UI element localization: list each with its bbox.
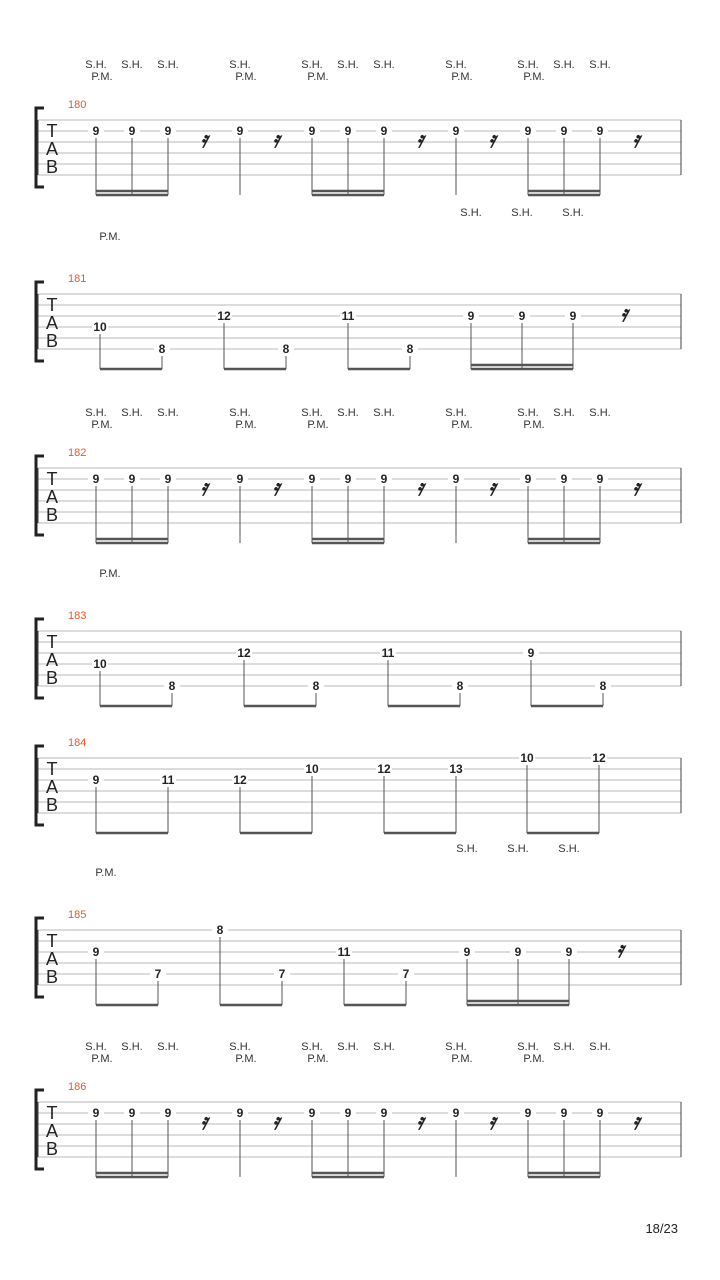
fret-number: 8 (282, 342, 290, 356)
tab-clef-letter: T (46, 759, 58, 779)
tab-clef-letter: T (46, 295, 58, 315)
fret-number: 9 (518, 309, 526, 323)
sixteenth-rest: 𝄿 (632, 1109, 640, 1135)
fret-number: 9 (344, 1106, 352, 1120)
sixteenth-rest: 𝄿 (272, 1109, 280, 1135)
tab-clef-letter: A (45, 313, 59, 333)
sh-label: S.H. (517, 1041, 539, 1053)
sixteenth-rest: 𝄿 (272, 475, 280, 501)
sixteenth-rest: 𝄿 (488, 127, 496, 153)
fret-number: 12 (592, 751, 606, 765)
sh-label: S.H. (445, 59, 467, 71)
pm-label: P.M. (523, 1053, 545, 1065)
fret-number: 9 (128, 1106, 136, 1120)
tab-clef-letter: B (45, 331, 59, 351)
measure-number: 186 (68, 1081, 87, 1093)
measure-number: 184 (68, 737, 87, 749)
sixteenth-rest: 𝄿 (616, 937, 624, 963)
sh-label: S.H. (157, 59, 179, 71)
sh-label: S.H. (157, 1041, 179, 1053)
fret-number: 9 (524, 124, 532, 138)
tab-clef-letter: A (45, 487, 59, 507)
pm-label: P.M. (99, 231, 121, 243)
sh-label: S.H. (445, 1041, 467, 1053)
pm-label: P.M. (91, 419, 113, 431)
fret-number: 9 (524, 1106, 532, 1120)
fret-number: 12 (233, 773, 247, 787)
sixteenth-rest: 𝄿 (416, 1109, 424, 1135)
fret-number: 9 (164, 472, 172, 486)
sh-label: S.H. (337, 1041, 359, 1053)
pm-label: P.M. (91, 1053, 113, 1065)
fret-number: 9 (514, 945, 522, 959)
fret-number: 9 (164, 124, 172, 138)
fret-number: 11 (337, 945, 351, 959)
sh-label: S.H. (517, 407, 539, 419)
fret-number: 8 (312, 679, 320, 693)
sh-label: S.H. (85, 407, 107, 419)
fret-number: 12 (237, 646, 251, 660)
fret-number: 7 (402, 967, 410, 981)
fret-number: 9 (524, 472, 532, 486)
tab-clef-letter: T (46, 931, 58, 951)
sh-label: S.H. (373, 1041, 395, 1053)
tab-clef-letter: A (45, 777, 59, 797)
sixteenth-rest: 𝄿 (416, 127, 424, 153)
sh-label: S.H. (553, 407, 575, 419)
sixteenth-rest: 𝄿 (632, 127, 640, 153)
fret-number: 9 (128, 124, 136, 138)
sh-label: S.H. (517, 59, 539, 71)
sh-label: S.H. (373, 407, 395, 419)
fret-number: 9 (308, 124, 316, 138)
sh-label: S.H. (301, 1041, 323, 1053)
fret-number: 9 (463, 945, 471, 959)
pm-label: P.M. (235, 1053, 257, 1065)
fret-number: 9 (236, 472, 244, 486)
fret-number: 10 (93, 320, 107, 334)
tab-clef-letter: A (45, 139, 59, 159)
fret-number: 9 (467, 309, 475, 323)
sh-label: S.H. (507, 843, 529, 855)
sh-label: S.H. (229, 59, 251, 71)
fret-number: 9 (565, 945, 573, 959)
sh-label: S.H. (589, 59, 611, 71)
fret-number: 9 (596, 1106, 604, 1120)
fret-number: 9 (560, 124, 568, 138)
sh-label: S.H. (121, 1041, 143, 1053)
fret-number: 11 (161, 773, 175, 787)
fret-number: 8 (216, 923, 224, 937)
fret-number: 9 (560, 1106, 568, 1120)
sixteenth-rest: 𝄿 (200, 1109, 208, 1135)
pm-label: P.M. (451, 1053, 473, 1065)
sixteenth-rest: 𝄿 (200, 475, 208, 501)
fret-number: 10 (520, 751, 534, 765)
fret-number: 9 (92, 472, 100, 486)
fret-number: 9 (569, 309, 577, 323)
tab-clef-letter: T (46, 121, 58, 141)
sixteenth-rest: 𝄿 (620, 301, 628, 327)
fret-number: 7 (278, 967, 286, 981)
tab-clef-letter: B (45, 795, 59, 815)
fret-number: 7 (154, 967, 162, 981)
fret-number: 9 (452, 472, 460, 486)
fret-number: 11 (341, 309, 355, 323)
fret-number: 9 (92, 945, 100, 959)
fret-number: 9 (380, 124, 388, 138)
fret-number: 12 (377, 762, 391, 776)
fret-number: 10 (305, 762, 319, 776)
pm-label: P.M. (235, 419, 257, 431)
tab-clef-letter: A (45, 1121, 59, 1141)
sh-label: S.H. (229, 1041, 251, 1053)
fret-number: 9 (92, 773, 100, 787)
measure-number: 181 (68, 273, 87, 285)
sh-label: S.H. (445, 407, 467, 419)
sixteenth-rest: 𝄿 (272, 127, 280, 153)
fret-number: 8 (406, 342, 414, 356)
fret-number: 9 (308, 1106, 316, 1120)
tab-clef-letter: T (46, 1103, 58, 1123)
sh-label: S.H. (511, 207, 533, 219)
sh-label: S.H. (121, 407, 143, 419)
sh-label: S.H. (553, 1041, 575, 1053)
sixteenth-rest: 𝄿 (632, 475, 640, 501)
fret-number: 8 (158, 342, 166, 356)
tab-clef-letter: T (46, 469, 58, 489)
pm-label: P.M. (91, 71, 113, 83)
sixteenth-rest: 𝄿 (416, 475, 424, 501)
sh-label: S.H. (85, 1041, 107, 1053)
fret-number: 9 (344, 124, 352, 138)
fret-number: 9 (380, 1106, 388, 1120)
fret-number: 8 (168, 679, 176, 693)
fret-number: 10 (93, 657, 107, 671)
fret-number: 8 (599, 679, 607, 693)
fret-number: 12 (217, 309, 231, 323)
sh-label: S.H. (337, 407, 359, 419)
tab-clef-letter: T (46, 632, 58, 652)
fret-number: 9 (452, 1106, 460, 1120)
tab-clef-letter: B (45, 157, 59, 177)
fret-number: 9 (236, 124, 244, 138)
pm-label: P.M. (99, 568, 121, 580)
sh-label: S.H. (121, 59, 143, 71)
pm-label: P.M. (307, 1053, 329, 1065)
sh-label: S.H. (589, 1041, 611, 1053)
tab-clef-letter: A (45, 650, 59, 670)
sh-label: S.H. (558, 843, 580, 855)
sixteenth-rest: 𝄿 (488, 1109, 496, 1135)
sh-label: S.H. (301, 407, 323, 419)
sh-label: S.H. (553, 59, 575, 71)
fret-number: 9 (560, 472, 568, 486)
pm-label: P.M. (523, 71, 545, 83)
measure-number: 182 (68, 447, 87, 459)
pm-label: P.M. (307, 419, 329, 431)
pm-label: P.M. (95, 867, 117, 879)
tab-clef-letter: B (45, 1139, 59, 1159)
measure-number: 180 (68, 99, 87, 111)
pm-label: P.M. (451, 71, 473, 83)
pm-label: P.M. (307, 71, 329, 83)
fret-number: 9 (380, 472, 388, 486)
fret-number: 9 (92, 1106, 100, 1120)
pm-label: P.M. (523, 419, 545, 431)
pm-label: P.M. (235, 71, 257, 83)
sixteenth-rest: 𝄿 (200, 127, 208, 153)
measure-number: 185 (68, 909, 87, 921)
sh-label: S.H. (301, 59, 323, 71)
sh-label: S.H. (229, 407, 251, 419)
fret-number: 9 (344, 472, 352, 486)
tab-clef-letter: B (45, 668, 59, 688)
fret-number: 13 (449, 762, 463, 776)
sh-label: S.H. (456, 843, 478, 855)
sh-label: S.H. (589, 407, 611, 419)
fret-number: 9 (452, 124, 460, 138)
pm-label: P.M. (451, 419, 473, 431)
sh-label: S.H. (157, 407, 179, 419)
fret-number: 9 (527, 646, 535, 660)
fret-number: 9 (596, 472, 604, 486)
sh-label: S.H. (373, 59, 395, 71)
page-number: 18/23 (645, 1221, 678, 1236)
fret-number: 9 (308, 472, 316, 486)
sh-label: S.H. (85, 59, 107, 71)
sixteenth-rest: 𝄿 (488, 475, 496, 501)
fret-number: 9 (128, 472, 136, 486)
fret-number: 8 (456, 679, 464, 693)
fret-number: 9 (164, 1106, 172, 1120)
sh-label: S.H. (562, 207, 584, 219)
fret-number: 9 (236, 1106, 244, 1120)
fret-number: 11 (381, 646, 395, 660)
measure-number: 183 (68, 610, 87, 622)
sh-label: S.H. (337, 59, 359, 71)
tab-clef-letter: A (45, 949, 59, 969)
tab-clef-letter: B (45, 505, 59, 525)
tab-clef-letter: B (45, 967, 59, 987)
fret-number: 9 (596, 124, 604, 138)
sh-label: S.H. (460, 207, 482, 219)
fret-number: 9 (92, 124, 100, 138)
